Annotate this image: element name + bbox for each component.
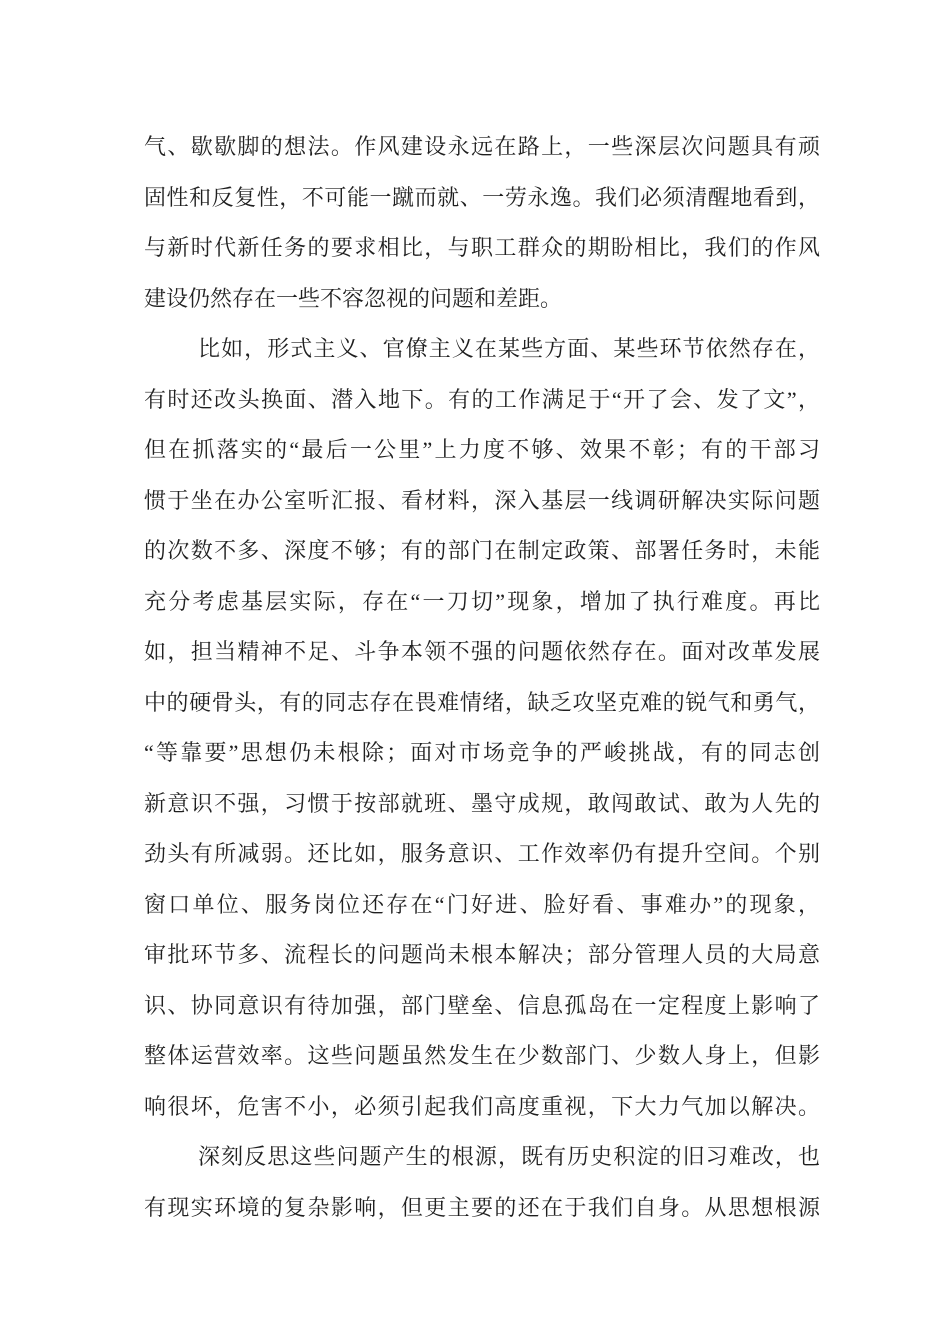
text-line-2: 固性和反复性，不可能一蹴而就、一劳永逸。我们必须清醒地看到，	[144, 184, 820, 210]
text-line-4: 建设仍然存在一些不容忽视的问题和差距。	[144, 285, 563, 311]
text-line-5: 比如，形式主义、官僚主义在某些方面、某些环节依然存在，	[198, 336, 820, 361]
text-block	[144, 122, 820, 1233]
text-line-22: 有现实环境的复杂影响，但更主要的还在于我们自身。从思想根源	[144, 1194, 820, 1220]
text-line-8: 惯于坐在办公室听汇报、看材料，深入基层一线调研解决实际问题	[144, 487, 820, 513]
text-line-18: 识、协同意识有待加强，部门壁垒、信息孤岛在一定程度上影响了	[144, 992, 820, 1018]
text-line-7: 但在抓落实的“最后一公里”上力度不够、效果不彰；有的干部习	[144, 437, 820, 462]
text-line-11: 如，担当精神不足、斗争本领不强的问题依然存在。面对改革发展	[144, 639, 820, 664]
text-line-19: 整体运营效率。这些问题虽然发生在少数部门、少数人身上，但影	[144, 1043, 820, 1068]
text-line-16: 窗口单位、服务岗位还存在“门好进、脸好看、事难办”的现象，	[144, 891, 820, 917]
text-line-6: 有时还改头换面、潜入地下。有的工作满足于“开了会、发了文”，	[144, 386, 820, 412]
text-line-15: 劲头有所减弱。还比如，服务意识、工作效率仍有提升空间。个别	[144, 841, 820, 866]
text-line-10: 充分考虑基层实际，存在“一刀切”现象，增加了执行难度。再比	[144, 588, 820, 614]
text-line-12: 中的硬骨头，有的同志存在畏难情绪，缺乏攻坚克难的锐气和勇气，	[144, 689, 820, 715]
text-line-3: 与新时代新任务的要求相比，与职工群众的期盼相比，我们的作风	[144, 235, 820, 260]
text-line-1: 气、歇歇脚的想法。作风建设永远在路上，一些深层次问题具有顽	[144, 134, 820, 159]
text-line-14: 新意识不强，习惯于按部就班、墨守成规，敢闯敢试、敢为人先的	[144, 790, 820, 816]
text-line-20: 响很坏，危害不小，必须引起我们高度重视，下大力气加以解决。	[144, 1093, 820, 1119]
text-line-17: 审批环节多、流程长的问题尚未根本解决；部分管理人员的大局意	[144, 942, 820, 967]
text-line-9: 的次数不多、深度不够；有的部门在制定政策、部署任务时，未能	[144, 538, 820, 563]
text-line-21: 深刻反思这些问题产生的根源，既有历史积淀的旧习难改，也	[198, 1144, 820, 1169]
text-line-13: “等靠要”思想仍未根除；面对市场竞争的严峻挑战，有的同志创	[144, 740, 820, 765]
